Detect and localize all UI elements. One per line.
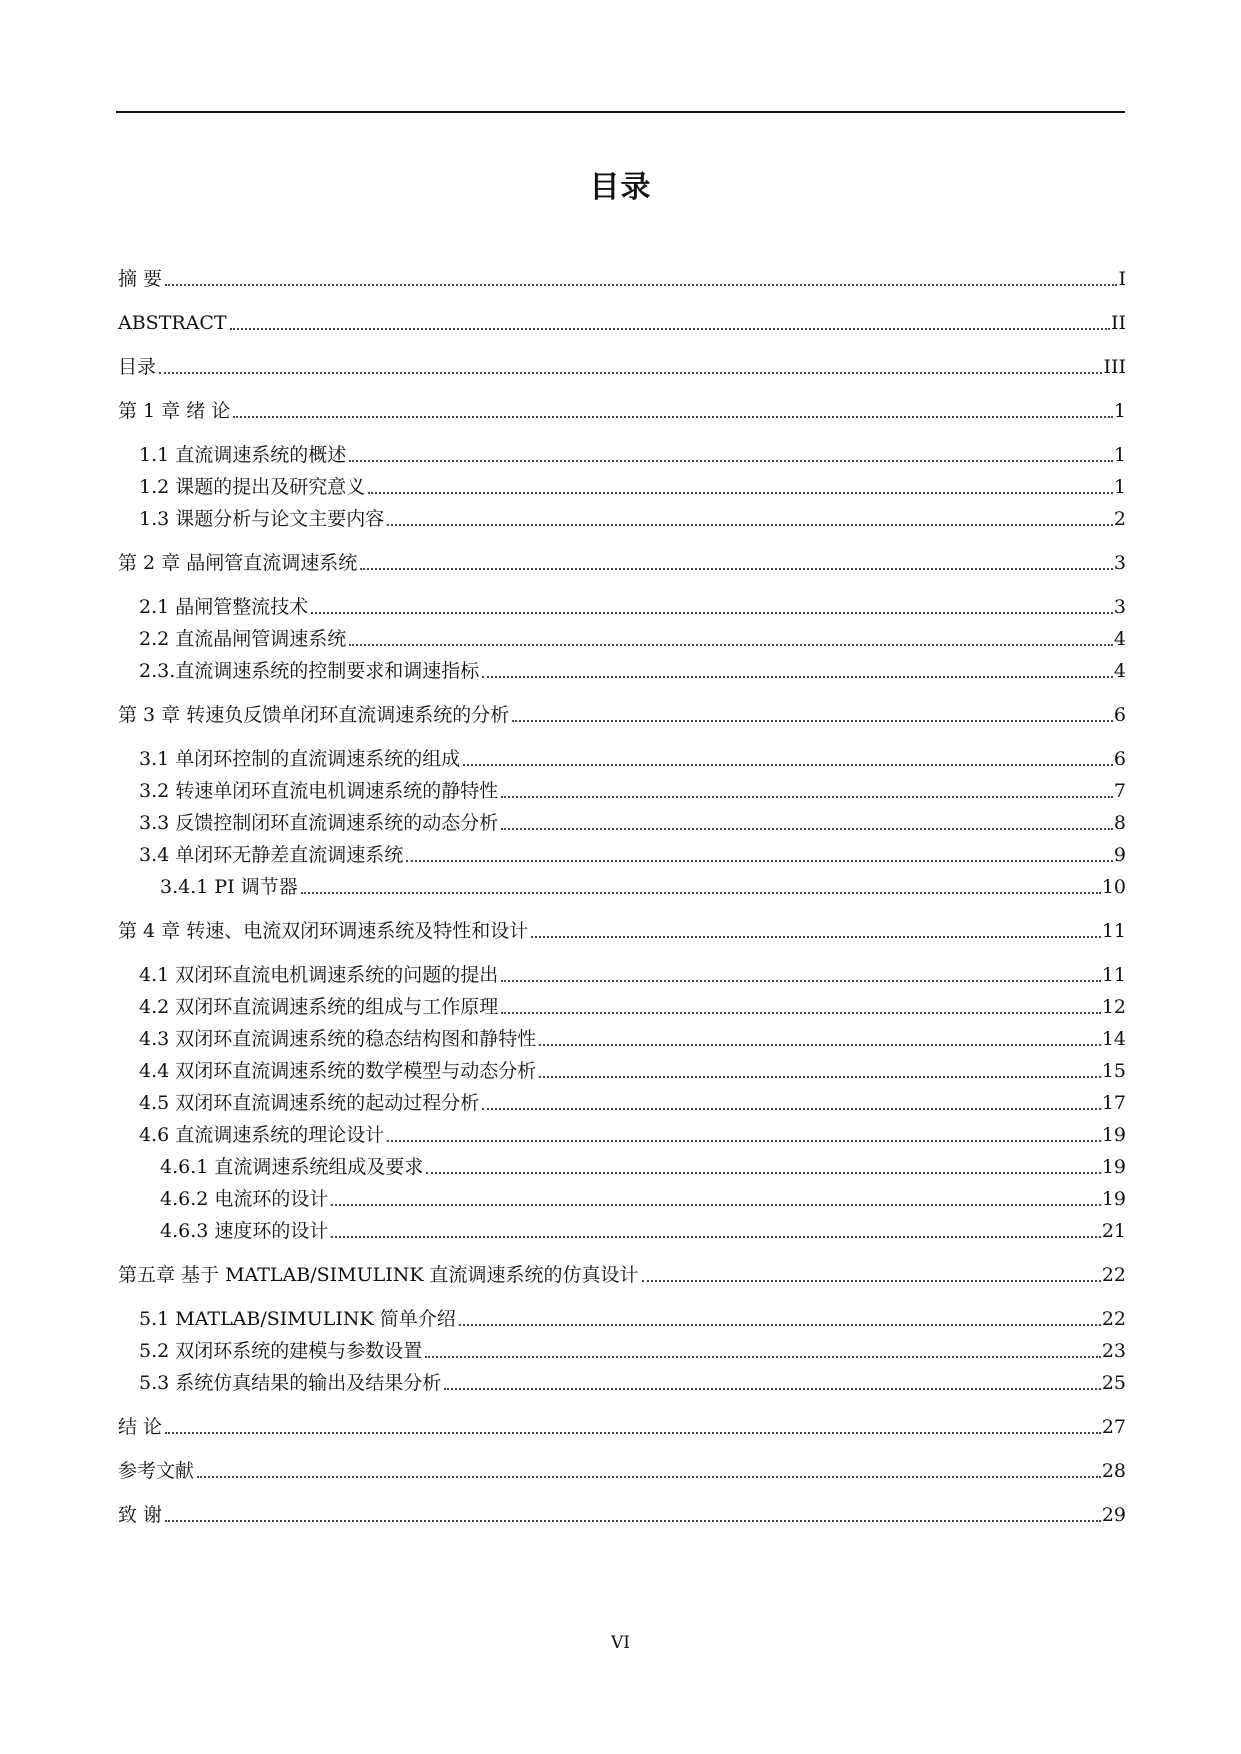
toc-entry[interactable] (118, 994, 1126, 1020)
toc-entry[interactable] (118, 1090, 1126, 1116)
toc-entry-label: 结 论 (118, 1416, 163, 1438)
toc-entry-page: 14 (1101, 1028, 1126, 1050)
toc-entry[interactable] (118, 962, 1126, 988)
toc-entry-label: 3.2 转速单闭环直流电机调速系统的静特性 (139, 780, 499, 802)
toc-leader-dots (159, 371, 1102, 374)
toc-leader-dots (512, 719, 1113, 722)
toc-entry-page: 2 (1113, 508, 1126, 530)
toc-entry[interactable] (118, 1058, 1126, 1084)
toc-entry-page: 1 (1113, 400, 1126, 422)
toc-entry-page: 12 (1101, 996, 1126, 1018)
toc-entry-page: III (1103, 356, 1126, 378)
toc-entry-label: 4.2 双闭环直流调速系统的组成与工作原理 (139, 996, 499, 1018)
toc-entry-label: 第 2 章 晶闸管直流调速系统 (118, 552, 358, 574)
toc-leader-dots (331, 1235, 1100, 1238)
toc-entry-label: 致 谢 (118, 1504, 163, 1526)
toc-entry-label: 目录 (118, 356, 157, 378)
toc-entry[interactable] (118, 1026, 1126, 1052)
page-title: 目录 (589, 170, 652, 205)
toc-entry[interactable] (118, 310, 1126, 336)
toc-leader-dots (501, 827, 1113, 830)
toc-entry-page: 11 (1101, 964, 1126, 986)
toc-leader-dots (349, 643, 1113, 646)
toc-entry-label: 4.3 双闭环直流调速系统的稳态结构图和静特性 (139, 1028, 537, 1050)
toc-entry[interactable] (118, 1458, 1126, 1484)
toc-leader-dots (233, 415, 1113, 418)
toc-entry-page: 1 (1113, 444, 1126, 466)
toc-entry-page: 19 (1101, 1156, 1126, 1178)
toc-entry[interactable] (118, 1186, 1126, 1212)
toc-entry[interactable] (118, 442, 1126, 468)
toc-leader-dots (426, 1171, 1100, 1174)
toc-entry-label: 1.3 课题分析与论文主要内容 (139, 508, 385, 530)
toc-entry[interactable] (118, 594, 1126, 620)
toc-entry[interactable] (118, 778, 1126, 804)
toc-entry[interactable] (118, 266, 1126, 292)
toc-entry-label: 1.1 直流调速系统的概述 (139, 444, 347, 466)
toc-entry[interactable] (118, 1370, 1126, 1396)
toc-entry-page: 23 (1101, 1340, 1126, 1362)
toc-entry-page: 6 (1113, 704, 1126, 726)
toc-entry[interactable] (118, 810, 1126, 836)
toc-entry-page: I (1118, 268, 1126, 290)
toc-entry[interactable] (118, 702, 1126, 728)
toc-entry-label: 2.1 晶闸管整流技术 (139, 596, 309, 618)
toc-entry-label: 第 3 章 转速负反馈单闭环直流调速系统的分析 (118, 704, 510, 726)
header-rule (116, 111, 1125, 113)
toc-entry[interactable] (118, 842, 1126, 868)
toc-entry-page: 22 (1101, 1308, 1126, 1330)
toc-leader-dots (406, 859, 1113, 862)
toc-entry-page: 15 (1101, 1060, 1126, 1082)
toc-leader-dots (482, 1107, 1101, 1110)
toc-entry-page: 10 (1101, 876, 1126, 898)
toc-entry-page: 22 (1101, 1264, 1126, 1286)
toc-leader-dots (349, 459, 1113, 462)
toc-entry-label: 3.4 单闭环无静差直流调速系统 (139, 844, 404, 866)
toc-entry-label: 4.1 双闭环直流电机调速系统的问题的提出 (139, 964, 499, 986)
toc-entry[interactable] (118, 658, 1126, 684)
toc-entry-page: 25 (1101, 1372, 1126, 1394)
toc-entry[interactable] (118, 550, 1126, 576)
toc-entry-label: 第 4 章 转速、电流双闭环调速系统及特性和设计 (118, 920, 529, 942)
toc-leader-dots (197, 1475, 1101, 1478)
toc-leader-dots (501, 795, 1113, 798)
toc-leader-dots (531, 935, 1101, 938)
toc-entry-label: 5.1 MATLAB/SIMULINK 简单介绍 (139, 1308, 456, 1330)
toc-leader-dots (165, 283, 1117, 286)
toc-entry[interactable] (118, 398, 1126, 424)
toc-leader-dots (368, 491, 1113, 494)
toc-leader-dots (539, 1043, 1101, 1046)
toc-entry-page: 21 (1101, 1220, 1126, 1242)
toc-entry[interactable] (118, 746, 1126, 772)
toc-entry-page: 7 (1113, 780, 1126, 802)
toc-leader-dots (463, 763, 1113, 766)
toc-leader-dots (360, 567, 1113, 570)
toc-entry-label: 参考文献 (118, 1460, 195, 1482)
toc-entry-label: 4.6.1 直流调速系统组成及要求 (160, 1156, 424, 1178)
toc-entry-label: 2.2 直流晶闸管调速系统 (139, 628, 347, 650)
page-number: VI (611, 1633, 630, 1653)
toc-leader-dots (539, 1075, 1101, 1078)
toc-leader-dots (501, 1011, 1101, 1014)
toc-entry-label: 4.4 双闭环直流调速系统的数学模型与动态分析 (139, 1060, 537, 1082)
toc-entry-label: 4.5 双闭环直流调速系统的起动过程分析 (139, 1092, 480, 1114)
toc-entry[interactable] (118, 1338, 1126, 1364)
toc-leader-dots (311, 611, 1113, 614)
toc-entry-page: 9 (1113, 844, 1126, 866)
toc-entry-label: 3.1 单闭环控制的直流调速系统的组成 (139, 748, 461, 770)
toc-entry-label: 1.2 课题的提出及研究意义 (139, 476, 366, 498)
toc-entry-label: 5.3 系统仿真结果的输出及结果分析 (139, 1372, 442, 1394)
toc-entry-page: 27 (1101, 1416, 1126, 1438)
toc-entry-page: 19 (1101, 1124, 1126, 1146)
toc-leader-dots (165, 1431, 1101, 1434)
toc-entry[interactable] (118, 1122, 1126, 1148)
toc-entry-page: 3 (1113, 552, 1126, 574)
toc-entry-label: 第 1 章 绪 论 (118, 400, 231, 422)
toc-leader-dots (459, 1323, 1101, 1326)
toc-entry-label: 5.2 双闭环系统的建模与参数设置 (139, 1340, 423, 1362)
toc-leader-dots (387, 1139, 1101, 1142)
toc-entry-page: 3 (1113, 596, 1126, 618)
toc-entry[interactable] (118, 1218, 1126, 1244)
toc-entry-page: 4 (1113, 660, 1126, 682)
toc-entry-page: 29 (1101, 1504, 1126, 1526)
toc-entry[interactable] (118, 506, 1126, 532)
toc-entry-page: 6 (1113, 748, 1126, 770)
toc-entry[interactable] (118, 874, 1126, 900)
toc-entry-label: 3.3 反馈控制闭环直流调速系统的动态分析 (139, 812, 499, 834)
toc-entry-page: 1 (1113, 476, 1126, 498)
toc-leader-dots (331, 1203, 1100, 1206)
toc-entry-page: II (1110, 312, 1126, 334)
toc-entry[interactable] (118, 626, 1126, 652)
toc-entry-label: 2.3.直流调速系统的控制要求和调速指标 (139, 660, 480, 682)
toc-entry-page: 17 (1101, 1092, 1126, 1114)
toc-leader-dots (387, 523, 1113, 526)
toc-leader-dots (425, 1355, 1101, 1358)
toc-entry[interactable] (118, 1262, 1126, 1288)
toc-entry[interactable] (118, 1154, 1126, 1180)
toc-entry-label: 4.6.3 速度环的设计 (160, 1220, 329, 1242)
toc-leader-dots (165, 1519, 1101, 1522)
toc-entry-label: 4.6 直流调速系统的理论设计 (139, 1124, 385, 1146)
toc-entry-label: 摘 要 (118, 268, 163, 290)
toc-entry-label: 第五章 基于 MATLAB/SIMULINK 直流调速系统的仿真设计 (118, 1264, 639, 1286)
toc-leader-dots (501, 979, 1101, 982)
toc-entry[interactable] (118, 474, 1126, 500)
toc-entry-page: 28 (1101, 1460, 1126, 1482)
toc-entry[interactable] (118, 1502, 1126, 1528)
toc-entry-label: ABSTRACT (118, 312, 227, 334)
toc-entry[interactable] (118, 354, 1126, 380)
toc-entry[interactable] (118, 918, 1126, 944)
toc-leader-dots (301, 891, 1101, 894)
toc-entry-label: 3.4.1 PI 调节器 (160, 876, 298, 898)
toc-entry-label: 4.6.2 电流环的设计 (160, 1188, 329, 1210)
toc-leader-dots (230, 327, 1110, 330)
toc-leader-dots (444, 1387, 1101, 1390)
toc-entry-page: 19 (1101, 1188, 1126, 1210)
toc-entry[interactable] (118, 1414, 1126, 1440)
toc-entry-page: 4 (1113, 628, 1126, 650)
toc-entry-page: 11 (1101, 920, 1126, 942)
toc-leader-dots (642, 1279, 1101, 1282)
toc-entry-page: 8 (1113, 812, 1126, 834)
toc-leader-dots (482, 675, 1113, 678)
toc-entry[interactable] (118, 1306, 1126, 1332)
